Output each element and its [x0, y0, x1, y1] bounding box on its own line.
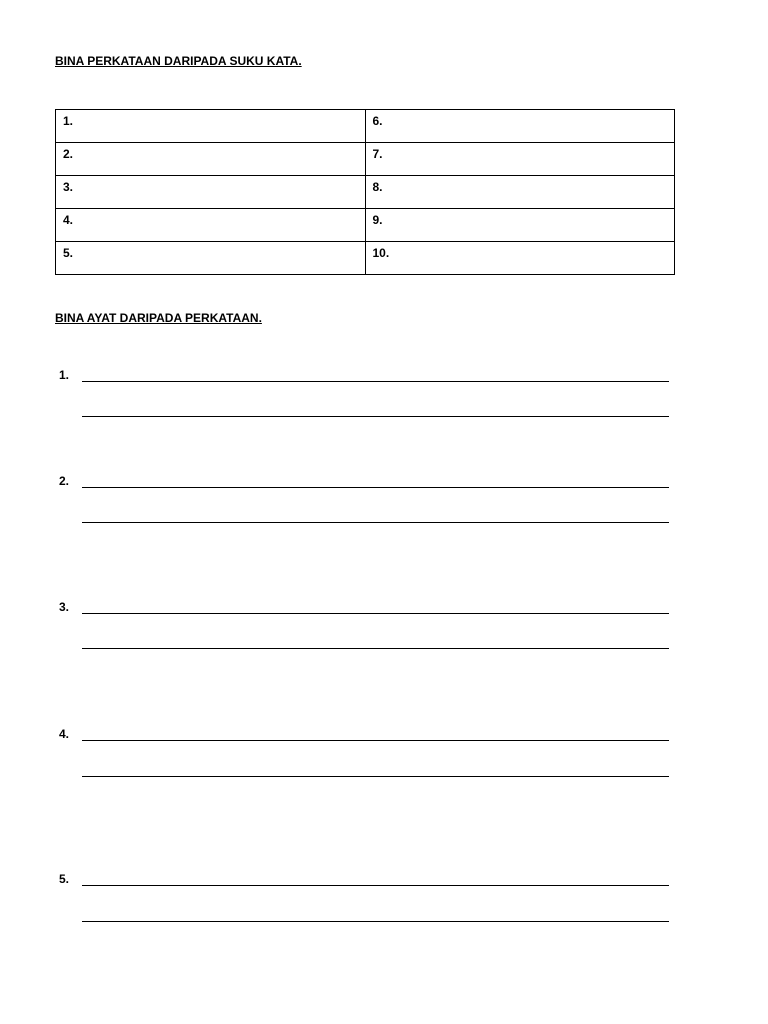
table-cell[interactable] [56, 110, 366, 143]
sentence-line[interactable] [59, 908, 669, 924]
cell-number: 4. [63, 213, 74, 227]
cell-number: 7. [372, 147, 383, 161]
cell-number: 3. [63, 180, 74, 194]
cell-number: 5. [63, 246, 74, 260]
section-heading-sentences: BINA AYAT DARIPADA PERKATAAN. [55, 311, 262, 325]
sentence-line[interactable] [59, 509, 669, 525]
sentence-number: 5. [59, 872, 70, 886]
sentence-number: 4. [59, 727, 70, 741]
sentence-number: 1. [59, 368, 70, 382]
sentence-line[interactable] [59, 474, 669, 490]
answer-rule [82, 740, 669, 741]
answer-rule [82, 487, 669, 488]
sentence-line[interactable] [59, 600, 669, 616]
table-cell[interactable] [56, 209, 366, 242]
answer-rule [82, 416, 669, 417]
sentence-line[interactable] [59, 403, 669, 419]
table-cell[interactable] [365, 242, 675, 275]
sentence-number: 3. [59, 600, 70, 614]
table-cell[interactable] [365, 110, 675, 143]
table-cell[interactable] [56, 176, 366, 209]
table-cell[interactable] [365, 143, 675, 176]
sentence-line[interactable] [59, 635, 669, 651]
sentence-line[interactable] [59, 763, 669, 779]
sentence-number: 2. [59, 474, 70, 488]
cell-number: 8. [372, 180, 383, 194]
table-cell[interactable] [365, 176, 675, 209]
cell-number: 9. [372, 213, 383, 227]
cell-number: 2. [63, 147, 74, 161]
table-row [56, 176, 675, 209]
table-row [56, 242, 675, 275]
cell-number: 10. [372, 246, 390, 260]
answer-rule [82, 613, 669, 614]
table-row [56, 143, 675, 176]
table-cell[interactable] [56, 242, 366, 275]
table-cell[interactable] [56, 143, 366, 176]
table-cell[interactable] [365, 209, 675, 242]
table-row [56, 209, 675, 242]
answer-rule [82, 921, 669, 922]
answer-rule [82, 885, 669, 886]
sentence-line[interactable] [59, 727, 669, 743]
answer-rule [82, 522, 669, 523]
word-building-table [55, 109, 675, 275]
table-row [56, 110, 675, 143]
answer-rule [82, 776, 669, 777]
section-heading-words: BINA PERKATAAN DARIPADA SUKU KATA. [55, 54, 302, 68]
cell-number: 6. [372, 114, 383, 128]
answer-rule [82, 381, 669, 382]
cell-number: 1. [63, 114, 74, 128]
sentence-line[interactable] [59, 872, 669, 888]
answer-rule [82, 648, 669, 649]
sentence-line[interactable] [59, 368, 669, 384]
